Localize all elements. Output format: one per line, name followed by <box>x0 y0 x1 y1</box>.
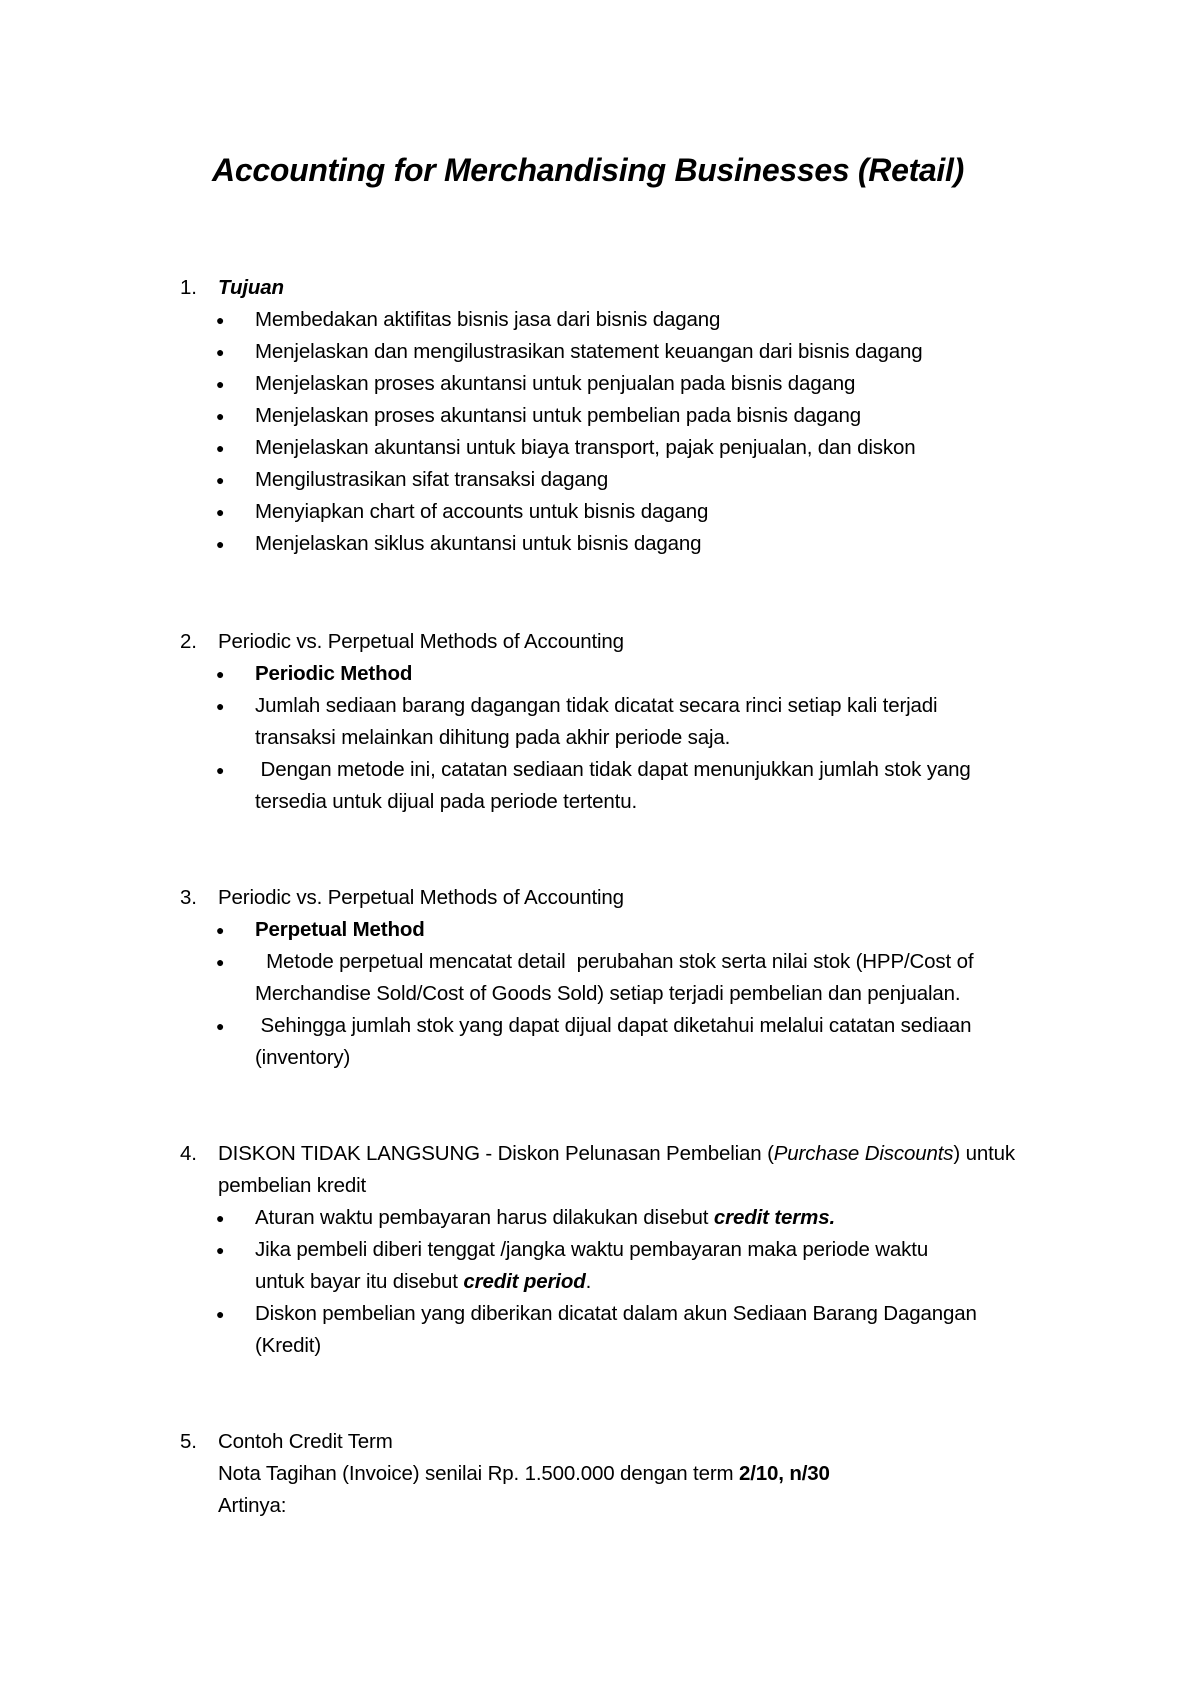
heading-italic-text: Purchase Discounts <box>773 1142 954 1165</box>
bullet-icon: ● <box>216 376 225 392</box>
list-item-text: Mengilustrasikan sifat transaksi dagang <box>255 468 609 491</box>
heading-text: DISKON TIDAK LANGSUNG - Diskon Pelunasan Pembelian ( <box>218 1142 774 1165</box>
list-item-text: Menjelaskan siklus akuntansi untuk bisnis dagang <box>255 532 702 555</box>
list-item-text: Menyiapkan chart of accounts untuk bisnis dagang <box>255 500 709 523</box>
list-item-text <box>255 1202 835 1234</box>
list-item-text: Diskon pembelian yang diberikan dicatat dalam akun Sediaan Barang Dagangan <box>255 1302 977 1325</box>
list-item-emphasis: credit period <box>463 1270 586 1293</box>
list-item-text: Membedakan aktifitas bisnis jasa dari bisnis dagang <box>255 308 721 331</box>
list-item-text: Merchandise Sold/Cost of Goods Sold) setiap terjadi pembelian dan penjualan. <box>255 982 961 1005</box>
heading-text: pembelian kredit <box>218 1174 367 1197</box>
paragraph-text: Artinya: <box>218 1494 287 1517</box>
bullet-icon: ● <box>216 312 225 328</box>
bullet-icon: ● <box>216 472 225 488</box>
list-item-text: Sehingga jumlah stok yang dapat dijual dapat diketahui melalui catatan sediaan <box>255 1014 972 1037</box>
list-number: 5. <box>180 1430 197 1453</box>
section-heading: Contoh Credit Term <box>218 1430 393 1453</box>
list-item-plain-text: Aturan waktu pembayaran harus dilakukan disebut <box>255 1206 714 1229</box>
list-item-plain-text: . <box>585 1270 592 1293</box>
list-number: 4. <box>180 1142 197 1165</box>
bullet-icon: ● <box>216 954 225 970</box>
list-item-text: Metode perpetual mencatat detail perubahan stok serta nilai stok (HPP/Cost of <box>255 950 974 973</box>
bullet-icon: ● <box>216 408 225 424</box>
list-number: 3. <box>180 886 197 909</box>
heading-text-end: ) untuk <box>953 1142 1016 1165</box>
bullet-icon: ● <box>216 666 225 682</box>
list-item-emphasis: credit terms. <box>713 1206 835 1229</box>
list-item-text: (inventory) <box>255 1046 351 1069</box>
list-item-text: Menjelaskan proses akuntansi untuk penjualan pada bisnis dagang <box>255 372 856 395</box>
list-item-text: Menjelaskan proses akuntansi untuk pembelian pada bisnis dagang <box>255 404 861 427</box>
section-heading: Tujuan <box>218 276 284 299</box>
list-item-text: Menjelaskan akuntansi untuk biaya transport, pajak penjualan, dan diskon <box>255 436 916 459</box>
list-number: 2. <box>180 630 197 653</box>
list-item-text <box>255 1266 591 1298</box>
section-heading <box>218 1138 1015 1170</box>
list-item-text: Jumlah sediaan barang dagangan tidak dicatat secara rinci setiap kali terjadi <box>255 694 938 717</box>
list-item-text: Dengan metode ini, catatan sediaan tidak dapat menunjukkan jumlah stok yang <box>255 758 971 781</box>
bullet-icon: ● <box>216 536 225 552</box>
bullet-icon: ● <box>216 344 225 360</box>
bullet-icon: ● <box>216 440 225 456</box>
list-number: 1. <box>180 276 197 299</box>
bullet-icon: ● <box>216 762 225 778</box>
list-item-text: Periodic Method <box>255 662 413 685</box>
bullet-icon: ● <box>216 504 225 520</box>
paragraph-text <box>218 1458 830 1490</box>
list-item-text: Perpetual Method <box>255 918 425 941</box>
list-item-text: Jika pembeli diberi tenggat /jangka waktu pembayaran maka periode waktu <box>255 1238 929 1261</box>
bullet-icon: ● <box>216 1306 225 1322</box>
paragraph-plain-text: Nota Tagihan (Invoice) senilai Rp. 1.500.000 dengan term <box>218 1462 739 1485</box>
list-item-text: Menjelaskan dan mengilustrasikan statement keuangan dari bisnis dagang <box>255 340 923 363</box>
list-item-text: (Kredit) <box>255 1334 322 1357</box>
section-heading: Periodic vs. Perpetual Methods of Accounting <box>218 630 624 653</box>
bullet-icon: ● <box>216 698 225 714</box>
bullet-icon: ● <box>216 1018 225 1034</box>
bullet-icon: ● <box>216 922 225 938</box>
bullet-icon: ● <box>216 1242 225 1258</box>
list-item-text: tersedia untuk dijual pada periode tertentu. <box>255 790 638 813</box>
bullet-icon: ● <box>216 1210 225 1226</box>
paragraph-bold-text: 2/10, n/30 <box>739 1462 830 1485</box>
list-item-plain-text: untuk bayar itu disebut <box>255 1270 464 1293</box>
document-title: Accounting for Merchandising Businesses (Retail) <box>212 152 964 188</box>
list-item-text: transaksi melainkan dihitung pada akhir periode saja. <box>255 726 731 749</box>
section-heading: Periodic vs. Perpetual Methods of Accounting <box>218 886 624 909</box>
